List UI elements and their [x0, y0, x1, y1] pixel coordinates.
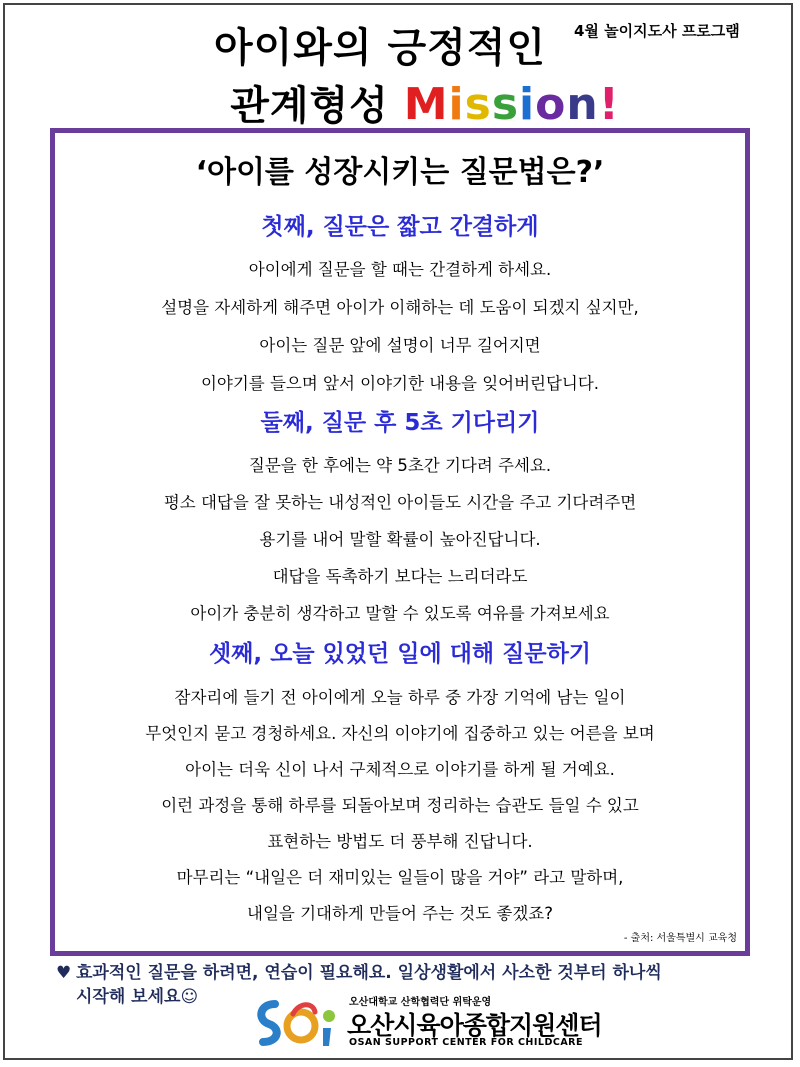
section1-line: 아이에게 질문을 할 때는 간결하게 하세요.: [248, 260, 552, 279]
section3-line: 내일을 기대하게 만들어 주는 것도 좋겠죠?: [247, 904, 553, 923]
section-heading-1: 첫째, 질문은 짧고 간결하게: [261, 214, 539, 240]
section3-line: 잠자리에 들기 전 아이에게 오늘 하루 중 가장 기억에 남는 일이: [174, 688, 626, 707]
mission-letter: i: [519, 79, 536, 130]
content-box: [50, 128, 750, 956]
section2-line: 평소 대답을 잘 못하는 내성적인 아이들도 시간을 주고 기다려주면: [163, 493, 637, 512]
logo-english: OSAN SUPPORT CENTER FOR CHILDCARE: [349, 1037, 583, 1048]
section3-line: 무엇인지 묻고 경청하세요. 자신의 이야기에 집중하고 있는 어른을 보며: [145, 724, 655, 743]
section-heading-2: 둘째, 질문 후 5초 기다리기: [260, 410, 540, 436]
logo-subtitle: 오산대학교 산학협력단 위탁운영: [349, 997, 492, 1008]
section-heading-3: 셋째, 오늘 있었던 일에 대해 질문하기: [208, 641, 592, 667]
section3-line: 아이는 더욱 신이 나서 구체적으로 이야기를 하게 될 거예요.: [185, 760, 615, 779]
section1-line: 이야기를 들으며 앞서 이야기한 내용을 잊어버린답니다.: [200, 374, 600, 393]
section1-line: 아이는 질문 앞에 설명이 너무 길어지면: [259, 336, 541, 355]
program-label: 4월 놀이지도사 프로그램: [574, 22, 740, 40]
section2-line: 대답을 독촉하기 보다는 느리더라도: [272, 567, 528, 586]
section1-line: 설명을 자세하게 해주면 아이가 이해하는 데 도움이 되겠지 싶지만,: [161, 298, 639, 317]
mission-word: [404, 79, 620, 130]
tip-line2: 시작해 보세요☺: [76, 987, 199, 1007]
section2-line: 질문을 한 후에는 약 5초간 기다려 주세요.: [248, 456, 552, 475]
mission-letter: !: [598, 79, 620, 130]
logo-name: 오산시육아종합지원센터: [347, 1011, 602, 1040]
section3-line: 마무리는 “내일은 더 재미있는 일들이 많을 거야” 라고 말하며,: [176, 868, 624, 887]
mission-letter: M: [403, 79, 449, 130]
section2-line: 아이가 충분히 생각하고 말할 수 있도록 여유를 가져보세요: [190, 604, 610, 623]
section3-line: 이런 과정을 통해 하루를 되돌아보며 정리하는 습관도 들일 수 있고: [161, 796, 639, 815]
center-logo: [253, 992, 613, 1052]
mission-letter: s: [464, 79, 492, 130]
page-title-line2: [0, 74, 800, 131]
page-title-line1: 아이와의 긍정적인: [213, 25, 547, 71]
source-credit: - 출처: 서울특별시 교육청: [623, 933, 737, 944]
tip-line1: 효과적인 질문을 하려면, 연습이 필요해요. 일상생활에서 사소한 것부터 하나씩: [76, 963, 662, 983]
mission-letter: s: [491, 79, 520, 130]
heart-icon: ♥: [56, 963, 72, 983]
center-logo-icon: [253, 994, 343, 1050]
title-prefix: 관계형성: [230, 83, 389, 129]
section3-line: 표현하는 방법도 더 풍부해 진답니다.: [267, 832, 533, 851]
question-title: ‘아이를 성장시키는 질문법은?’: [195, 155, 605, 190]
section2-line: 용기를 내어 말할 확률이 높아진답니다.: [259, 530, 541, 549]
mission-letter: o: [535, 79, 567, 130]
mission-letter: i: [448, 79, 465, 130]
mission-letter: n: [566, 79, 599, 130]
